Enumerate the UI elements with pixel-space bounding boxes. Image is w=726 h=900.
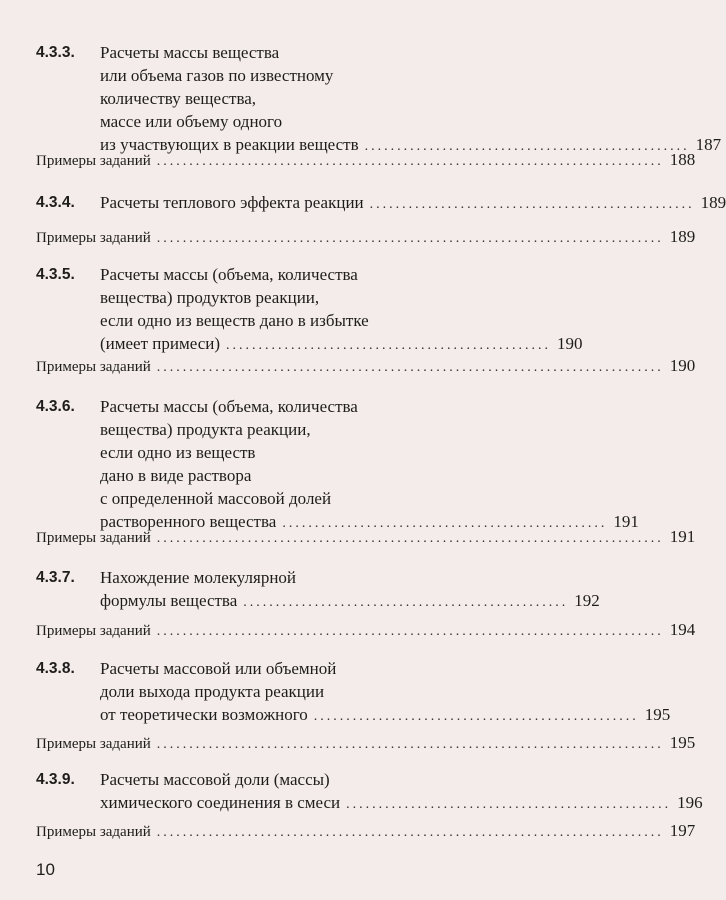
dot-leader: .................................................. [243, 595, 569, 610]
examples-row-4-3-7 [36, 620, 696, 640]
dot-leader: .............................................................................. [156, 624, 664, 639]
dot-leader: .............................................................................. [156, 231, 664, 246]
page-ref: 188 [669, 150, 696, 169]
page-number: 10 [36, 860, 55, 879]
page-ref: 196 [677, 793, 703, 812]
section-title-line: (имеет примеси) [100, 334, 221, 353]
dot-leader: .............................................................................. [156, 737, 664, 752]
dot-leader: .................................................. [346, 797, 672, 812]
section-title-line: химического соединения в смеси [100, 793, 341, 812]
page-ref: 189 [700, 193, 726, 212]
page-ref: 192 [574, 591, 600, 610]
page-ref: 195 [644, 705, 671, 724]
dot-leader: .............................................................................. [156, 531, 664, 546]
section-number: 4.3.9. [36, 771, 75, 788]
examples-row-4-3-3 [36, 150, 696, 170]
page-ref: 191 [613, 512, 639, 531]
section-number: 4.3.7. [36, 569, 75, 586]
dot-leader: .............................................................................. [156, 825, 664, 840]
section-title-line: вещества) продуктов реакции, [100, 288, 320, 307]
examples-label: Примеры заданий [36, 736, 151, 752]
dot-leader: .............................................................................. [156, 154, 664, 169]
examples-label: Примеры заданий [36, 153, 151, 169]
examples-row-4-3-4 [36, 227, 696, 247]
section-title-line: доли выхода продукта реакции [100, 682, 325, 701]
examples-row-4-3-5 [36, 356, 696, 376]
section-number: 4.3.3. [36, 44, 75, 61]
section-number: 4.3.5. [36, 266, 75, 283]
section-title-line: Расчеты массовой доли (массы) [100, 770, 330, 789]
examples-row-4-3-8 [36, 733, 696, 753]
examples-row-4-3-6 [36, 527, 696, 547]
section-title-line: от теоретически возможного [100, 705, 308, 724]
section-title-line: Расчеты массы (объема, количества [100, 397, 358, 416]
section-title-line: если одно из веществ дано в избытке [100, 311, 369, 330]
dot-leader: .................................................. [282, 516, 608, 531]
dot-leader: .............................................................................. [156, 360, 664, 375]
page-ref: 191 [669, 527, 696, 546]
dot-leader: .................................................. [364, 139, 690, 154]
examples-label: Примеры заданий [36, 623, 151, 639]
examples-row-4-3-9 [36, 821, 696, 841]
section-title-line: или объема газов по известному [100, 66, 334, 85]
section-number: 4.3.4. [36, 194, 75, 211]
examples-label: Примеры заданий [36, 359, 151, 375]
section-title-line: Расчеты массы вещества [100, 43, 280, 62]
section-title-line: Расчеты массы (объема, количества [100, 265, 358, 284]
section-title-line: Нахождение молекулярной [100, 568, 297, 587]
page-ref: 187 [695, 135, 722, 154]
section-title-line: растворенного вещества [100, 512, 277, 531]
page-ref: 197 [669, 821, 696, 840]
section-title-line: если одно из веществ [100, 443, 256, 462]
section-title-line: Расчеты теплового эффекта реакции [100, 193, 364, 212]
examples-label: Примеры заданий [36, 530, 151, 546]
section-title-line: массе или объему одного [100, 112, 283, 131]
section-number: 4.3.8. [36, 660, 75, 677]
dot-leader: .................................................. [226, 338, 552, 353]
page-ref: 194 [669, 620, 696, 639]
section-title-line: количеству вещества, [100, 89, 257, 108]
section-number: 4.3.6. [36, 398, 75, 415]
examples-label: Примеры заданий [36, 824, 151, 840]
page-ref: 189 [669, 227, 696, 246]
section-title-line: вещества) продукта реакции, [100, 420, 311, 439]
section-title-line: формулы вещества [100, 591, 238, 610]
page-ref: 190 [669, 356, 696, 375]
section-title-line: Расчеты массовой или объемной [100, 659, 337, 678]
section-title-line: дано в виде раствора [100, 466, 252, 485]
dot-leader: .................................................. [313, 709, 639, 724]
section-title-line: с определенной массовой долей [100, 489, 332, 508]
page-ref: 190 [557, 334, 583, 353]
examples-label: Примеры заданий [36, 230, 151, 246]
section-title-line: из участвующих в реакции веществ [100, 135, 359, 154]
dot-leader: .................................................. [369, 197, 695, 212]
page-ref: 195 [669, 733, 696, 752]
